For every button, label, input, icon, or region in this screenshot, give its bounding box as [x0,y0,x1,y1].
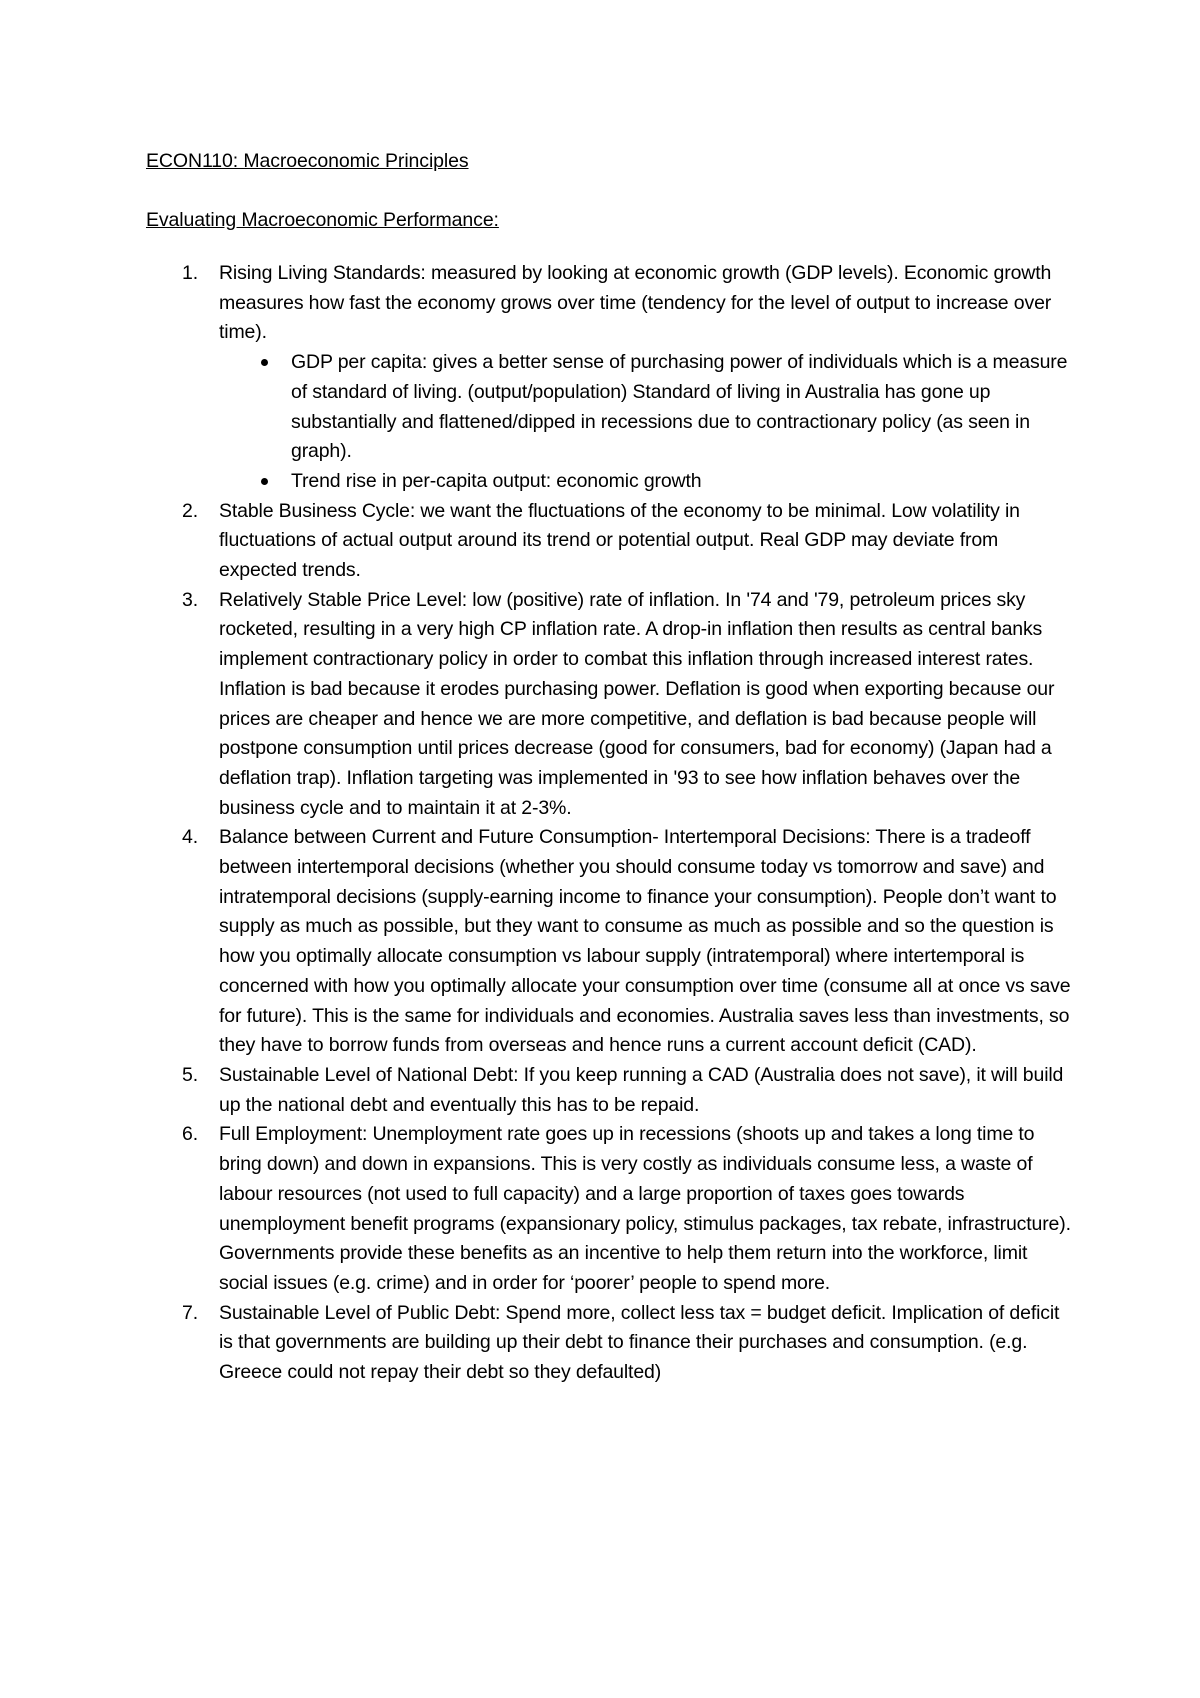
bullet-item-text: Trend rise in per-capita output: economic growth [291,469,702,492]
section-heading: Evaluating Macroeconomic Performance: [146,209,499,231]
bullet-icon [261,478,268,485]
list-item-text: Rising Living Standards: measured by looking at economic growth (GDP levels). Economic growth measures how fast the economy grows over time (tendency for the level of output to increase over time). [219,262,1052,344]
list-item-number: 1. [182,262,198,284]
document-page [146,146,1076,1388]
bullet-item [219,348,1076,467]
bullet-list [219,348,1076,497]
list-item-text: Relatively Stable Price Level: low (positive) rate of inflation. In '74 and '79, petroleum prices sky rocketed, resulting in a very high CP inflation rate. A drop-in inflation then results as central banks implement contractionary policy in order to combat this inflation through increased interest rates. Inflation is bad because it erodes purchasing power. Deflation is good when exporting because our prices are cheaper and hence we are more competitive, and deflation is bad because people will postpone consumption until prices decrease (good for consumers, bad for economy) (Japan had a deflation trap). Inflation targeting was implemented in '93 to see how inflation behaves over the business cycle and to maintain it at 2-3%. [219,588,1055,819]
numbered-list [146,259,1076,1388]
list-item [146,1061,1076,1120]
list-item-text: Sustainable Level of National Debt: If you keep running a CAD (Australia does not save), it will build up the national debt and eventually this has to be repaid. [219,1063,1064,1116]
list-item [146,497,1076,586]
list-item-number: 2. [182,499,198,522]
list-item-text: Full Employment: Unemployment rate goes up in recessions (shoots up and takes a long time to bring down) and down in expansions. This is very costly as individuals consume less, a waste of labour resources (not used to full capacity) and a large proportion of taxes goes towards unemployment benefit programs (expansionary policy, stimulus packages, tax rebate, infrastructure). Governments provide these benefits as an incentive to help them return into the workforce, limit social issues (e.g. crime) and in order for ‘poorer’ people to spend more. [219,1123,1071,1294]
bullet-item [219,467,1076,497]
list-item-number: 6. [182,1123,198,1146]
list-item-text: Balance between Current and Future Consumption- Intertemporal Decisions: There is a tradeoff between intertemporal decisions (whether you should consume today vs tomorrow and save) and intratemporal decisions (supply-earning income to finance your consumption). People don’t want to supply as much as possible, but they want to consume as much as possible and so the question is how you optimally allocate consumption vs labour supply (intratemporal) where intertemporal is concerned with how you optimally allocate your consumption over time (consume all at once vs save for future). This is the same for individuals and economies. Australia saves less than investments, so they have to borrow funds from overseas and hence runs a current account deficit (CAD). [219,826,1071,1057]
list-item-text: Sustainable Level of Public Debt: Spend more, collect less tax = budget deficit. Implication of deficit is that governments are building up their debt to finance their purchases and consumption. (e.g. Greece could not repay their debt so they defaulted) [219,1301,1060,1384]
list-item [146,259,1076,497]
list-item-number: 5. [182,1063,198,1086]
list-item-number: 3. [182,588,198,611]
bullet-item-text: GDP per capita: gives a better sense of purchasing power of individuals which is a measure of standard of living. (output/population) Standard of living in Australia has gone up substantially and flattened/dipped in recessions due to contractionary policy (as seen in graph). [291,351,1068,463]
list-item [146,586,1076,824]
list-item-number: 4. [182,826,198,849]
list-item-text: Stable Business Cycle: we want the fluctuations of the economy to be minimal. Low volatility in fluctuations of actual output around its trend or potential output. Real GDP may deviate from expected trends. [219,499,1020,582]
bullet-icon [261,359,268,366]
list-item [146,1299,1076,1388]
list-item [146,1120,1076,1298]
list-item [146,823,1076,1061]
document-title: ECON110: Macroeconomic Principles [146,150,469,172]
list-item-number: 7. [182,1301,198,1324]
